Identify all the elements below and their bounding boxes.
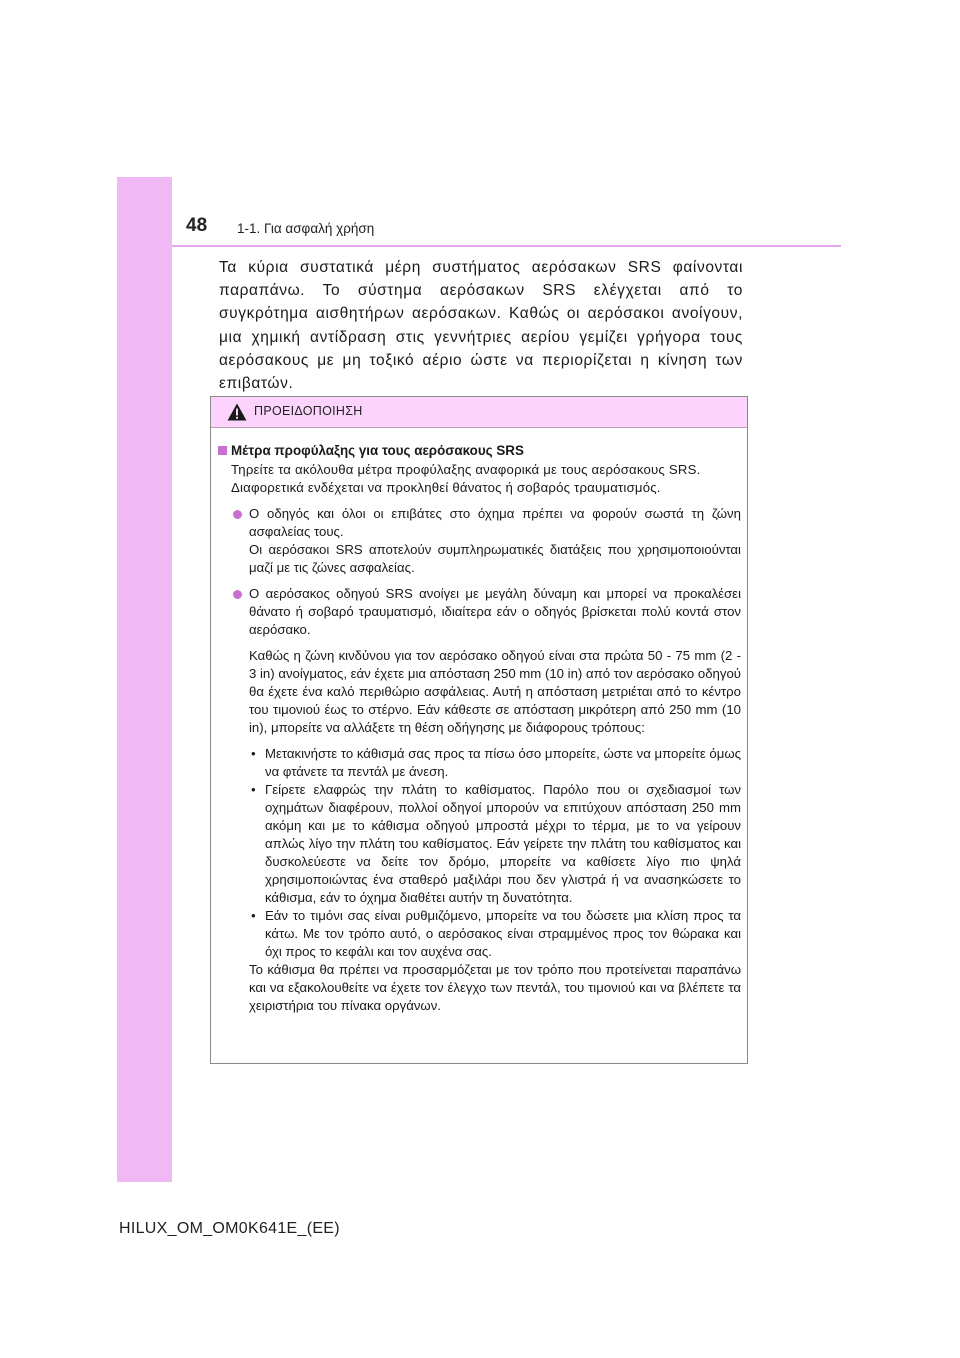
closing-text: Το κάθισμα θα πρέπει να προσαρμόζεται με τον τρόπο που προτείνεται παραπάνω και να εξακολουθείτε να έχετε τον έλεγχο των πεντάλ, του τιμονιού και να βλέπετε τα χειριστήρια του πίνακα οργάνων. bbox=[249, 962, 741, 1013]
sidebar-color-tab bbox=[117, 177, 172, 1182]
warning-body bbox=[211, 428, 747, 1015]
intro-paragraph: Τα κύρια συστατικά μέρη συστήματος αερόσακων SRS φαίνονται παραπάνω. Το σύστημα αερόσακων SRS ελέγχεται από το συγκρότημα αισθητήρων αερόσακων. Καθώς οι αερόσακοι ανοίγουν, μια χημική αντίδραση στις γεννήτριες αερίου γεμίζει γρήγορα τους αερόσακους με μη τοξικό αέριο ώστε να περιορίζεται η κίνηση των επιβατών. bbox=[219, 259, 743, 393]
bullet-item bbox=[217, 585, 741, 639]
warning-triangle-icon bbox=[227, 403, 247, 421]
warning-title: ΠΡΟΕΙΔΟΠΟΙΗΣΗ bbox=[254, 404, 363, 418]
list-bullet-mark: • bbox=[251, 782, 256, 797]
tip-text: Γείρετε ελαφρώς την πλάτη το καθίσματος. Παρόλο που οι σχεδιασμοί των οχημάτων διαφέρουν, πολλοί οδηγοί μπορούν να επιτύχουν απόσταση 250 mm ακόμη και με το κάθισμα οδηγού μπροστά μέχρι το τέρμα, με το να γείρουν απλώς λίγο την πλάτη του καθίσματος. Εάν γείρετε την πλάτη του καθίσματος και δυσκολεύεστε να δείτε τον δρόμο, μπορείτε να καθίσετε λίγο πιο ψηλά χρησιμοποιώντας ένα σταθερό μαξιλάρι που δεν γλιστρά ή να ανασηκώσετε το κάθισμα, εάν το όχημα διαθέτει αυτήν τη δυνατότητα. bbox=[265, 782, 741, 905]
header-divider bbox=[172, 245, 841, 247]
warning-subheading bbox=[217, 442, 741, 460]
warning-subheading-text: Μέτρα προφύλαξης για τους αερόσακους SRS bbox=[231, 443, 524, 458]
distance-text: Καθώς η ζώνη κινδύνου για τον αερόσακο οδηγού είναι στα πρώτα 50 - 75 mm (2 - 3 in) ανοίγματος, εάν έχετε μια απόσταση 250 mm (10 in) από τον αερόσακο οδηγού θα έχετε ένα καλό περιθώριο ασφάλειας. Αυτή η απόσταση μετριέται από το κέντρο του τιμονιού έως το στέρνο. Εάν κάθεστε σε απόσταση μικρότερη από 250 mm (10 in), μπορείτε να αλλάξετε τη θέση οδήγησης με διάφορους τρόπους: bbox=[249, 648, 742, 735]
bullet-text: Ο οδηγός και όλοι οι επιβάτες στο όχημα πρέπει να φορούν σωστά τη ζώνη ασφαλείας τους. bbox=[249, 506, 741, 539]
list-bullet-mark: • bbox=[251, 908, 256, 923]
bullet-text: Οι αερόσακοι SRS αποτελούν συμπληρωματικές διατάξεις που χρησιμοποιούνται μαζί με τις ζώνες ασφαλείας. bbox=[249, 542, 741, 575]
warning-lead bbox=[217, 461, 741, 497]
list-item bbox=[249, 781, 741, 907]
document-code-footer: HILUX_OM_OM0K641E_(EE) bbox=[119, 1220, 340, 1237]
circle-bullet-icon bbox=[233, 510, 242, 519]
section-title: 1-1. Για ασφαλή χρήση bbox=[237, 221, 375, 236]
tips-list bbox=[217, 745, 741, 961]
lead-line: Διαφορετικά ενδέχεται να προκληθεί θάνατος ή σοβαρός τραυματισμός. bbox=[231, 480, 661, 495]
list-item bbox=[249, 745, 741, 781]
page-number: 48 bbox=[186, 215, 208, 236]
bullet-item bbox=[217, 505, 741, 577]
closing-paragraph bbox=[217, 961, 741, 1015]
warning-header bbox=[211, 397, 747, 428]
lead-line: Τηρείτε τα ακόλουθα μέτρα προφύλαξης αναφορικά με τους αερόσακους SRS. bbox=[231, 462, 701, 477]
list-bullet-mark: • bbox=[251, 746, 256, 761]
tip-text: Μετακινήστε το κάθισμά σας προς τα πίσω όσο μπορείτε, ώστε να μπορείτε όμως να φτάνετε τα πεντάλ με άνεση. bbox=[265, 746, 741, 779]
tip-text: Εάν το τιμόνι σας είναι ρυθμιζόμενο, μπορείτε να του δώσετε μια κλίση προς τα κάτω. Με τον τρόπο αυτό, ο αερόσακος είναι στραμμένος προς τον θώρακα και όχι προς το κεφάλι και τον αυχένα σας. bbox=[265, 908, 741, 959]
list-item bbox=[249, 907, 741, 961]
square-bullet-icon bbox=[218, 446, 227, 455]
circle-bullet-icon bbox=[233, 590, 242, 599]
distance-paragraph bbox=[217, 647, 741, 737]
bullet-text: Ο αερόσακος οδηγού SRS ανοίγει με μεγάλη δύναμη και μπορεί να προκαλέσει θάνατο ή σοβαρό τραυματισμό, ιδιαίτερα εάν ο οδηγός βρίσκεται πολύ κοντά στον αερόσακο. bbox=[249, 586, 741, 637]
warning-box bbox=[210, 396, 748, 1064]
